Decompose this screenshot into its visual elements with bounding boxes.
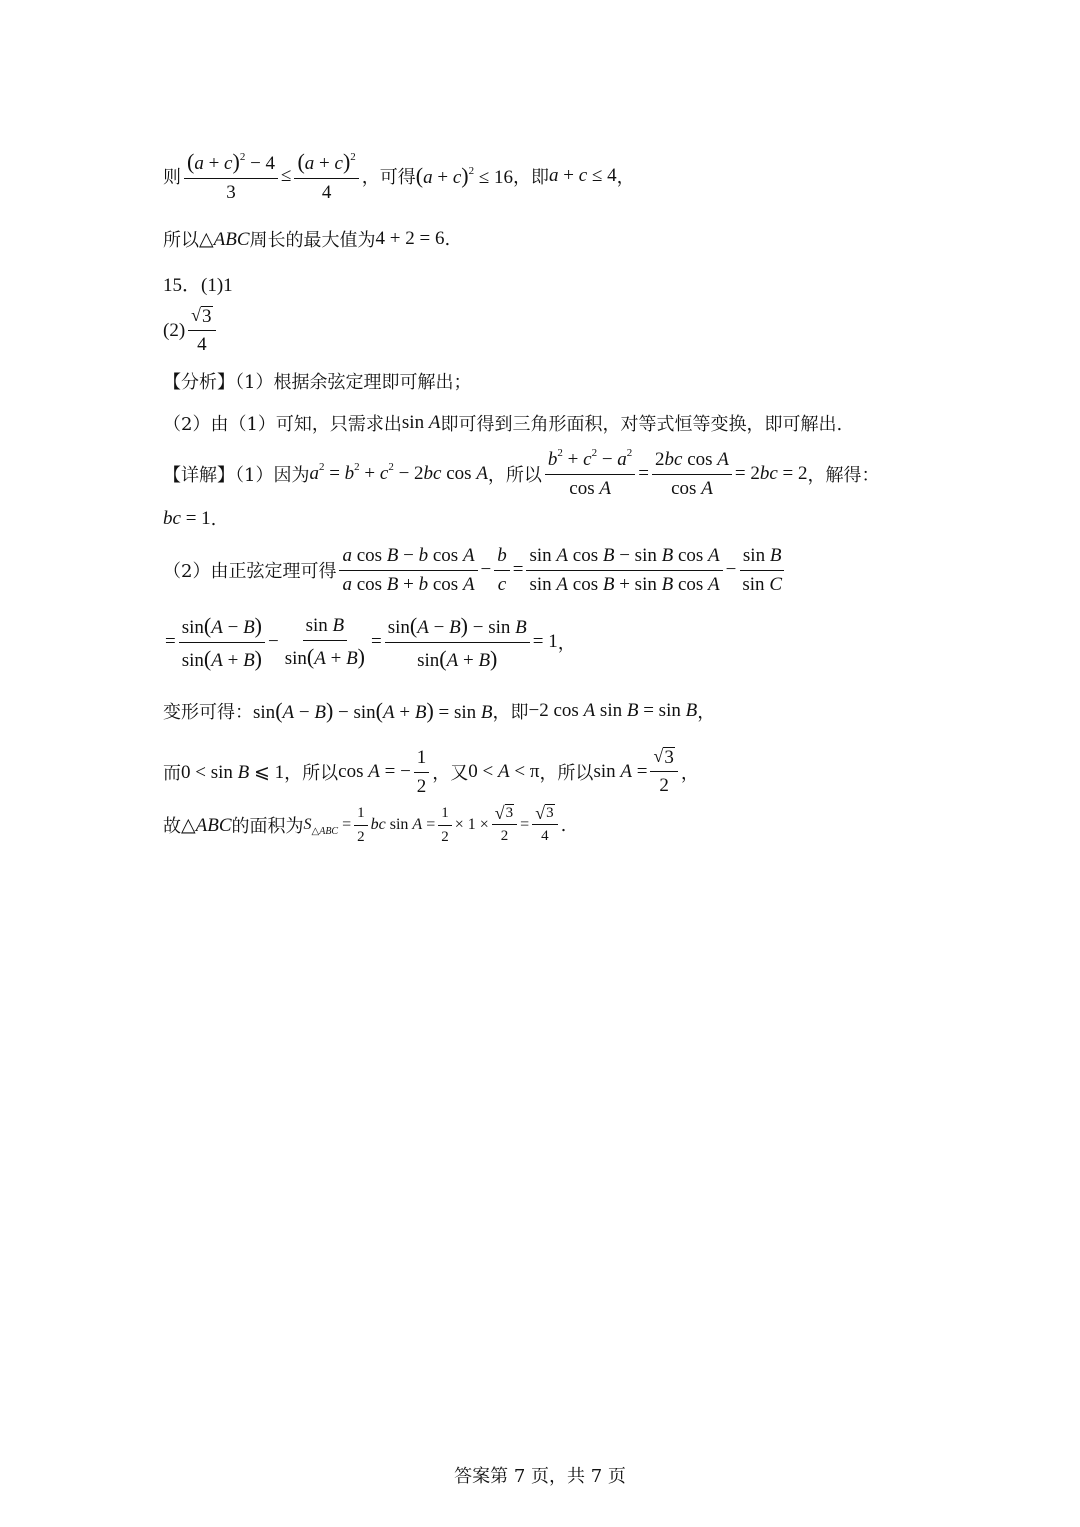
fraction-cosine-rhs: $\frac{\text{2bc cos A}}{\text{cos A}}$	[652, 448, 732, 501]
formula-cos-a-value: cos A = −	[338, 761, 411, 783]
line-solution-1: 【详解】（1）因为 $a^2 = b^2 + c^2 - 2bc$ cos A ，所以 $\frac{b^2 + c^2 - a^2}{\text{cos A}}$ = $\frac{\text{2bc cos A}}{\text{cos A}}$ = 2bc = 2 ，解得：	[163, 447, 880, 499]
formula-bc-equals-1: bc = 1	[163, 508, 211, 529]
fraction-one-half: $\frac{1}{2}$	[414, 746, 430, 799]
fraction-combined: $\frac{\text{sin(A − B) − sin B}}{\sin(A + B)}$	[385, 612, 530, 673]
formula-triangle-abc: △ABC	[199, 228, 250, 250]
line-solution-2a: （2）由正弦定理可得 $\frac{\text{a cos B − b cos A}}{\text{a cos B + b cos A}}$ − $\frac{b}{c}$ = $\frac{\text{sin A cos B − sin B cos A}}{\text{sin A cos B + sin B cos A}}$ − $\frac{\text{sin B}}{\text{sin C}}$	[163, 544, 1020, 597]
formula-cos-identity: −2 cos A sin B = sin B	[528, 700, 698, 721]
fraction-sin-diff-over-sum: $\frac{\sin(A - B)}{\sin(A + B)}$	[179, 612, 265, 673]
fraction-sine-law-2: $\frac{\text{sin A cos B − sin B cos A}}{\text{sin A cos B + sin B cos A}}$	[526, 544, 722, 597]
formula-sin-a: sin A	[401, 412, 441, 433]
formula-triangle-abc-2: △ABC	[181, 814, 232, 836]
fraction-sqrt3-over-4: √ 3 4	[188, 306, 215, 357]
fraction-b-over-c: $\frac{b}{c}$	[494, 544, 510, 597]
line-answer-15-2: (2) √ 3 4	[163, 306, 1020, 357]
fraction-area-half: $\frac{1}{2}$	[354, 804, 368, 847]
line-cos-a: 而 0 < sin B ⩽ 1 ，所以 cos A = − $\frac{1}{2}$ ，又 0 < A < π ，所以 sin A = √ 3 2 ，	[163, 745, 699, 797]
fraction-sine-law-1: $\frac{\text{a cos B − b cos A}}{\text{a cos B + b cos A}}$	[339, 544, 477, 597]
fraction-area-sqrt3-over-2: √ 3 2	[492, 804, 517, 846]
text-then: 则	[163, 167, 181, 189]
line-analysis-2: （2）由（1）可知，只需求出 sin A 即可得到三角形面积，对等式恒等变换，即可解出.	[163, 412, 843, 435]
formula-sum-squared: $(a + c)^2 \le 16$	[415, 163, 514, 189]
fraction-sinb-over-sin-sum: $\frac{\text{sin B}}{\sin(A + B)}$	[284, 615, 365, 669]
formula-sin-identity: sin(A − B) − sin(A + B) = sin B	[253, 698, 493, 723]
fraction-area-result: √ 3 4	[532, 804, 557, 846]
formula-sum-bound: a + c ≤ 4	[549, 165, 617, 187]
line-answer-15-1: 15．(1)1	[163, 275, 233, 296]
text-can-get: ，可得	[361, 167, 416, 189]
formula-perimeter-value: 4 + 2 = 6	[375, 228, 445, 249]
formula-sin-a-value: sin A =	[593, 761, 648, 783]
text-namely: ，即	[513, 167, 550, 189]
line-analysis-1: 【分析】（1）根据余弦定理即可解出；	[163, 372, 472, 393]
fraction-area-half-2: $\frac{1}{2}$	[438, 804, 452, 847]
formula-a-range: 0 < A < π	[468, 761, 540, 783]
line-inequality: 则 $\frac{(a + c)^2 - 4}{3}$ ≤ $\frac{(a + c)^2}{4}$ ，可得 $(a + c)^2 \le 16$ ，即 a + c ≤ 4 ，	[163, 149, 635, 203]
fraction-lhs: $\frac{(a + c)^2 - 4}{3}$	[184, 148, 278, 205]
fraction-sinb-over-sinc: $\frac{\text{sin B}}{\text{sin C}}$	[739, 544, 785, 597]
fraction-sqrt3-over-2: √ 3 2	[650, 747, 677, 798]
formula-cosine-law: $a^2 = b^2 + c^2 - 2bc$ cos A	[309, 461, 488, 485]
line-solution-2b: = $\frac{\sin(A - B)}{\sin(A + B)}$ − $\frac{\text{sin B}}{\sin(A + B)}$ = $\frac{\text{sin(A − B) − sin B}}{\sin(A + B)}$ = 1 ，	[165, 613, 576, 671]
fraction-rhs: $\frac{(a + c)^2}{4}$	[294, 148, 358, 205]
line-area: 故 △ABC 的面积为 $S_{\triangle ABC}$ = $\frac{1}{2}$ bc sin A = $\frac{1}{2}$ × 1 × √ 3 2 = √ 3 4 .	[163, 803, 567, 845]
line-transform: 变形可得： sin(A − B) − sin(A + B) = sin B ，即 −2 cos A sin B = sin B ，	[163, 698, 716, 723]
formula-sinb-range: 0 < sin B ⩽ 1	[181, 761, 285, 783]
line-perimeter: 所以 △ABC 周长的最大值为 4 + 2 = 6 .	[163, 228, 451, 251]
line-solution-bc: bc = 1 .	[163, 508, 217, 530]
page-footer: 答案第 7 页，共 7 页	[454, 1466, 626, 1487]
fraction-cosine-lhs: $\frac{b^2 + c^2 - a^2}{\text{cos A}}$	[545, 448, 635, 501]
formula-area-symbol: $S_{\triangle ABC}$ =	[303, 816, 352, 838]
